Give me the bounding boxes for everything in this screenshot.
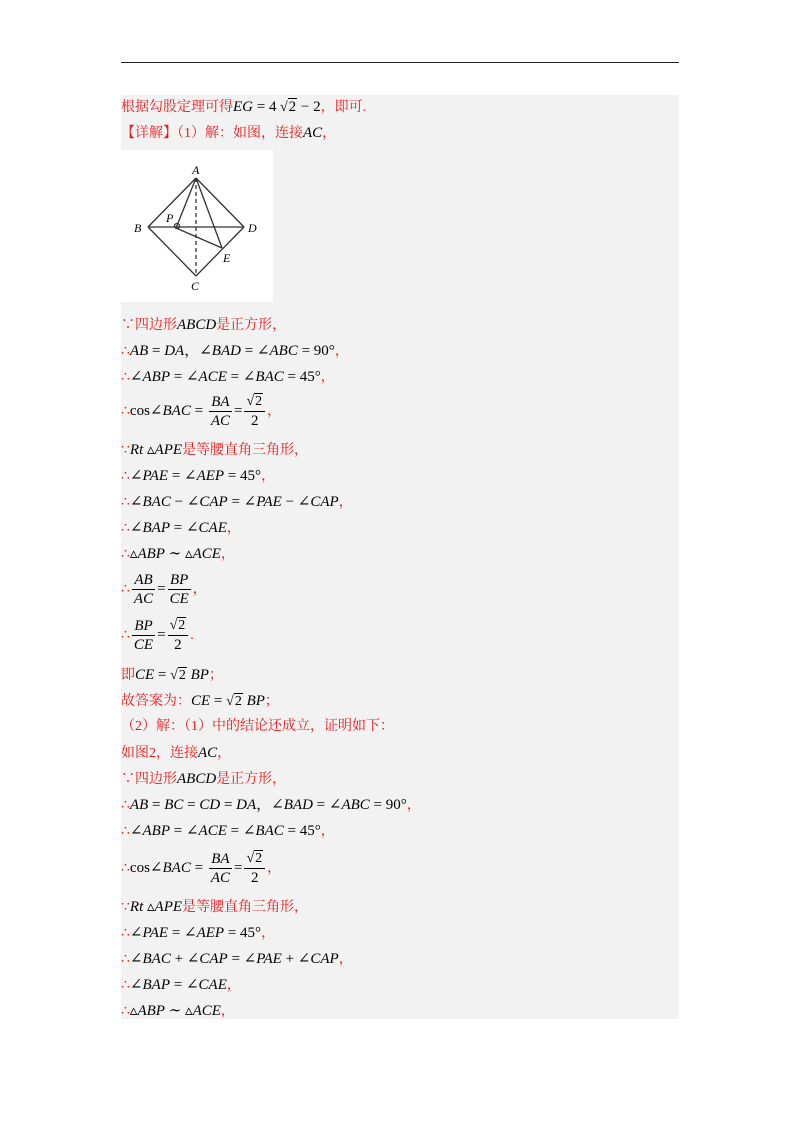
p1-line-similar: ∴▵ABP ∼ ▵ACE，: [121, 546, 235, 562]
p2-line-rt: ∵Rt ▵APE是等腰直角三角形，: [121, 899, 309, 915]
p1-line-ab-da: ∴AB = DA，∠BAD = ∠ABC = 90°，: [121, 343, 349, 359]
geometry-figure: [121, 150, 273, 302]
detail-tag: 【详解】: [121, 126, 177, 141]
p2-line-sides: ∴AB = BC = CD = DA，∠BAD = ∠ABC = 90°，: [121, 797, 421, 813]
p2-line-similar: ∴▵ABP ∼ ▵ACE，: [121, 1003, 235, 1019]
p1-line-bap: ∴∠BAP = ∠CAE，: [121, 520, 241, 536]
label-P: P: [166, 211, 174, 225]
p1-line-ce: 即CE = √2 BP；: [121, 667, 223, 683]
line-detail-header: 【详解】（1）解：如图，连接AC，: [121, 125, 337, 141]
p1-line-ratio: ∴ $\frac{AB}{AC}$ = $\frac{BP}{CE}$ ，: [121, 572, 207, 608]
square-diagram: [121, 150, 273, 302]
label-C: C: [191, 279, 200, 293]
p1-line-ratio2: ∴ $\frac{BP}{CE}$ = $\frac{√2}{2}$ .: [121, 618, 194, 654]
p1-line-bac-cap: ∴∠BAC − ∠CAP = ∠PAE − ∠CAP，: [121, 494, 353, 510]
header-rule: [121, 62, 679, 63]
p1-line-45: ∴∠ABP = ∠ACE = ∠BAC = 45°，: [121, 369, 335, 385]
p2-line-pae: ∴∠PAE = ∠AEP = 45°，: [121, 925, 276, 941]
p2-line-bap: ∴∠BAP = ∠CAE，: [121, 977, 241, 993]
p2-line-bac-cap: ∴∠BAC + ∠CAP = ∠PAE + ∠CAP，: [121, 951, 353, 967]
p1-line-answer: 故答案为：CE = √2 BP；: [121, 693, 279, 709]
label-D: D: [248, 221, 257, 235]
p2-line-square: ∵四边形ABCD是正方形，: [121, 771, 287, 787]
p2-line-45: ∴∠ABP = ∠ACE = ∠BAC = 45°，: [121, 823, 335, 839]
label-B: B: [134, 221, 142, 235]
p2-line-cos: ∴cos∠BAC = $\frac{BA}{AC}$ = $\frac{√2}{2}$ ，: [121, 851, 282, 887]
p2-line-intro: （2）解：（1）中的结论还成立，证明如下：: [121, 719, 394, 734]
label-E: E: [223, 251, 231, 265]
p1-line-rt: ∵Rt ▵APE是等腰直角三角形，: [121, 442, 309, 458]
p1-line-square: ∵四边形ABCD是正方形，: [121, 317, 287, 333]
line-eg-result: 根据勾股定理可得EG = 4 √2 − 2，即可.: [121, 99, 367, 115]
solution-body: [121, 95, 679, 1019]
p1-line-cos: ∴cos∠BAC = $\frac{BA}{AC}$ = $\frac{√2}{2}$ ，: [121, 394, 282, 430]
p1-line-pae: ∴∠PAE = ∠AEP = 45°，: [121, 468, 276, 484]
label-A: A: [192, 163, 200, 177]
p2-line-fig2: 如图2，连接AC，: [121, 745, 232, 761]
